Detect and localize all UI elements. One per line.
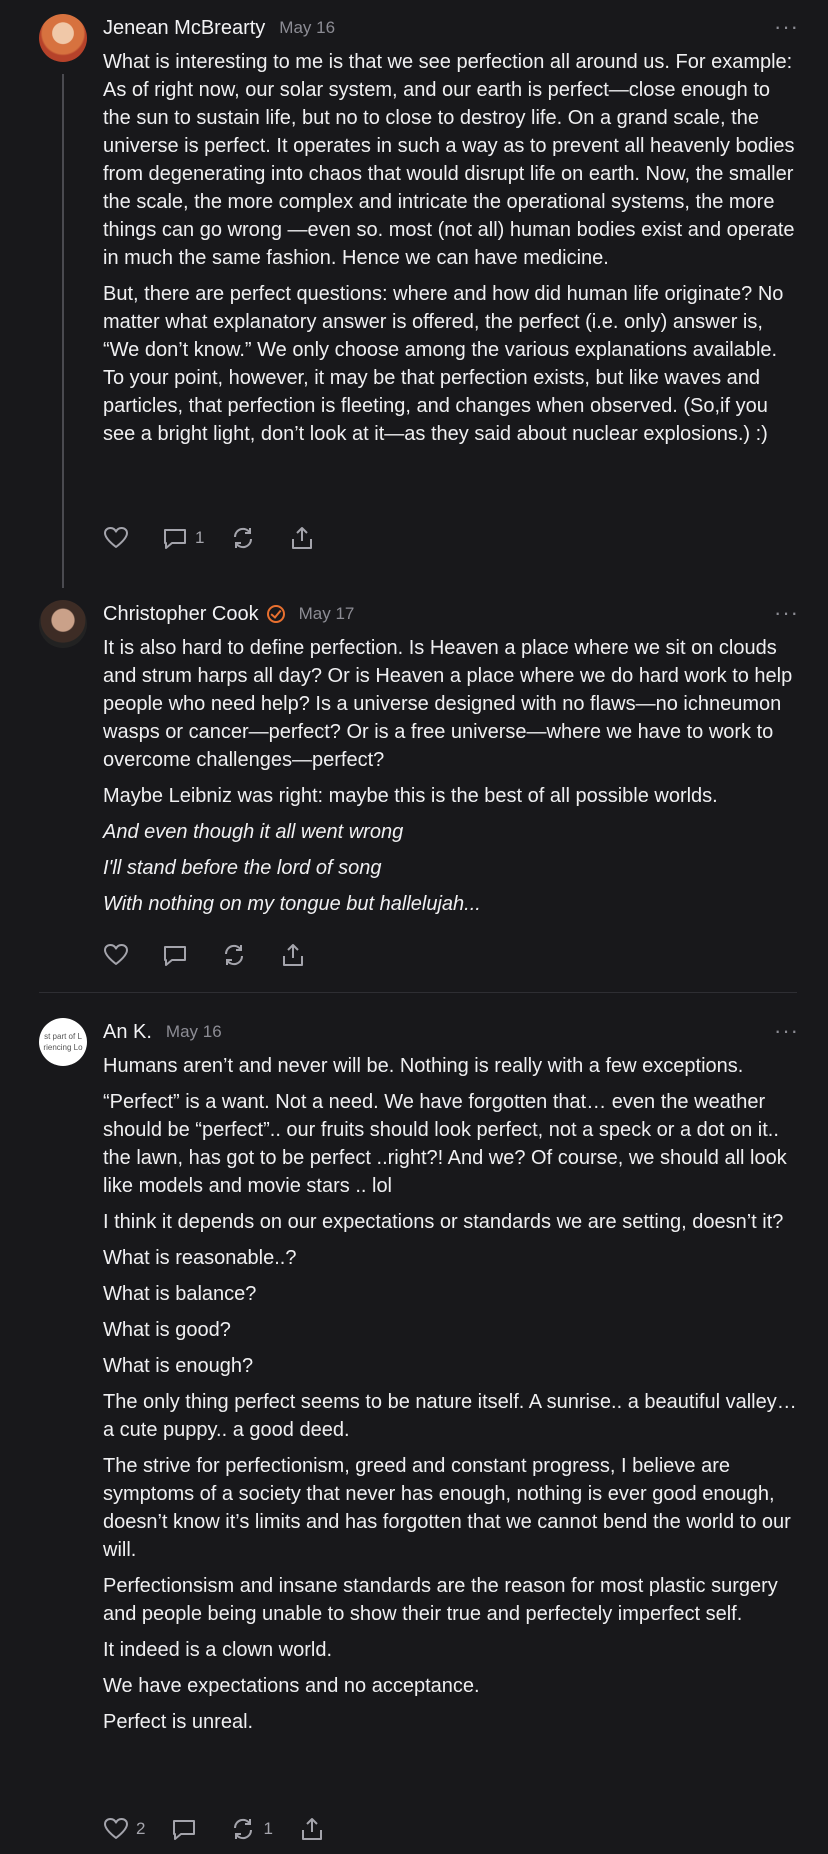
comment-date[interactable]: May 17	[298, 604, 355, 623]
verified-badge-icon	[267, 605, 285, 623]
comment-paragraph: Perfect is unreal.	[103, 1711, 254, 1733]
comment-paragraph: Humans aren’t and never will be. Nothing is really with a few exceptions.	[103, 1055, 744, 1077]
quote-line: I'll stand before the lord of song	[103, 857, 382, 879]
restack-icon	[221, 943, 247, 967]
quote-line: And even though it all went wrong	[103, 821, 404, 843]
share-icon	[299, 1817, 325, 1841]
comment-paragraph: The strive for perfectionism, greed and constant progress, I believe are symptoms of a society that never has enough, nothing is ever good enough, doesn’t know it’s limits and has forgotten that we cannot bend the world to our will.	[103, 1455, 791, 1561]
more-options-icon[interactable]: ···	[774, 14, 799, 39]
comment-paragraph: It is also hard to define perfection. Is Heaven a place where we sit on clouds and strum harps all day? Or is Heaven a place where we do hard work to help people who need help? Is a universe designed with no flaws—no ichneumon wasps or cancer—perfect? Or is a free universe—where we have to work to overcome challenges—perfect?	[103, 637, 793, 771]
reply-button[interactable]	[162, 526, 204, 550]
comment-date[interactable]: May 16	[165, 1022, 222, 1041]
author-name[interactable]: Jenean McBrearty	[103, 16, 266, 39]
like-button[interactable]	[103, 1817, 145, 1841]
author-name[interactable]: Christopher Cook	[103, 602, 259, 625]
share-icon	[289, 526, 315, 550]
comment-body	[103, 634, 799, 926]
restack-count: 1	[263, 1819, 273, 1838]
more-options-icon[interactable]: ···	[774, 600, 799, 625]
restack-button[interactable]	[230, 526, 263, 550]
comment-paragraph: What is enough?	[103, 1355, 254, 1377]
like-button[interactable]	[103, 526, 136, 550]
avatar-text: riencing Lo	[43, 1043, 83, 1052]
reply-thread-line	[62, 74, 64, 588]
comment-paragraph: The only thing perfect seems to be nature itself. A sunrise.. a beautiful valley… a cute puppy.. a good deed.	[103, 1391, 797, 1441]
comment-icon	[162, 943, 188, 967]
comment-date[interactable]: May 16	[279, 18, 336, 37]
quote-line: With nothing on my tongue but hallelujah...	[103, 893, 481, 915]
comment-paragraph: What is good?	[103, 1319, 231, 1341]
share-button[interactable]	[289, 526, 315, 550]
share-button[interactable]	[299, 1817, 325, 1841]
comment-paragraph: Perfectionsism and insane standards are the reason for most plastic surgery and people being unable to show their true and perfectely imperfect self.	[103, 1575, 778, 1625]
comment-divider	[39, 992, 797, 993]
restack-button[interactable]	[230, 1817, 272, 1841]
share-icon	[280, 943, 306, 967]
more-options-icon[interactable]: ···	[774, 1018, 799, 1043]
comment-paragraph: What is interesting to me is that we see perfection all around us. For example: As of right now, our solar system, and our earth is perfect—close enough to the sun to sustain life, but no to close to destroy life. On a grand scale, the universe is perfect. It operates in such a way as to prevent all heavenly bodies from degenerating into chaos that would disrupt life on earth. Now, the smaller the scale, the more complex and intricate the operational systems, the more things can go wrong —even so. most (not all) human bodies exist and operate in much the same fashion. Hence we can have medicine.	[103, 51, 795, 269]
comment-icon	[162, 526, 188, 550]
comment-paragraph: But, there are perfect questions: where and how did human life originate? No matter what explanatory answer is offered, the perfect (i.e. only) answer is, “We don’t know.” We only choose among the various explanations available. To your point, however, it may be that perfection exists, but like waves and particles, that perfection is fleeting, and changes when observed. (So,if you see a bright light, don’t look at it—as they said about nuclear explosions.) :)	[103, 283, 784, 445]
share-button[interactable]	[280, 943, 306, 967]
heart-icon	[103, 943, 129, 967]
restack-icon	[230, 526, 256, 550]
heart-icon	[103, 526, 129, 550]
comment-icon	[171, 1817, 197, 1841]
comment-paragraph: What is reasonable..?	[103, 1247, 297, 1269]
comment-paragraph: Maybe Leibniz was right: maybe this is the best of all possible worlds.	[103, 785, 718, 807]
comment-paragraph: What is balance?	[103, 1283, 257, 1305]
comment-header	[103, 600, 354, 628]
heart-icon	[103, 1817, 129, 1841]
avatar[interactable]	[39, 1018, 87, 1066]
comment-paragraph: We have expectations and no acceptance.	[103, 1675, 480, 1697]
avatar-text: st part of L	[44, 1032, 82, 1041]
comment-actions	[103, 523, 341, 553]
comment-paragraph: I think it depends on our expectations or standards we are setting, doesn’t it?	[103, 1211, 784, 1233]
comment-actions	[103, 1814, 351, 1844]
author-name[interactable]: An K.	[103, 1020, 152, 1043]
avatar[interactable]	[39, 600, 87, 648]
reply-button[interactable]	[171, 1817, 204, 1841]
comment-header	[103, 14, 335, 42]
comment-body	[103, 48, 799, 456]
restack-icon	[230, 1817, 256, 1841]
like-count: 2	[136, 1819, 146, 1838]
reply-button[interactable]	[162, 943, 195, 967]
comment-paragraph: “Perfect” is a want. Not a need. We have forgotten that… even the weather should be “perfect”.. our fruits should look perfect, not a speck or a dot on it.. the lawn, has got to be perfect ..right?! And we? Of course, we should all look like models and movie stars .. lol	[103, 1091, 787, 1197]
like-button[interactable]	[103, 943, 136, 967]
comment-body	[103, 1052, 799, 1744]
comment-actions	[103, 940, 332, 970]
reply-count: 1	[195, 528, 205, 547]
comment-paragraph: It indeed is a clown world.	[103, 1639, 333, 1661]
comment-header	[103, 1018, 222, 1046]
restack-button[interactable]	[221, 943, 254, 967]
avatar[interactable]	[39, 14, 87, 62]
